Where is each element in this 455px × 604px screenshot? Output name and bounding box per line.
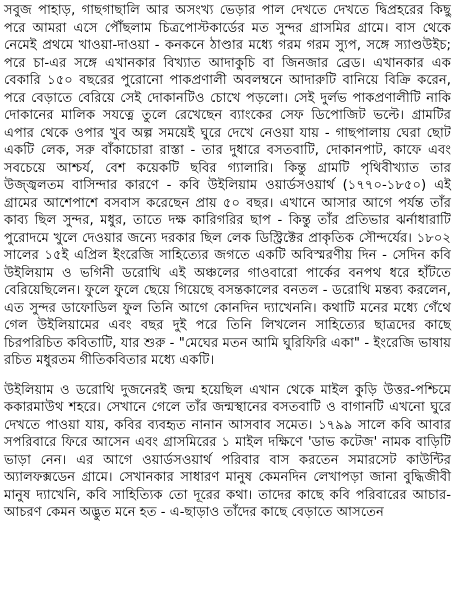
paragraph-1: সবুজ পাহাড়, গাছগাছালি আর অসংখ্য ভেড়ার পাল দেখতে দেখতে দ্বিপ্রহরের কিছু পরে আমরা এসে পৌঁছলাম চিত্রপোস্টকার্ডের মত সুন্দর গ্রাসমির গ্রামে। বাস থেকে নেমেই প্রথমে খাওয়া-দাওয়া - কনকনে ঠাণ্ডার মধ্যে গরম গরম স্যুপ, সঙ্গে স্যাণ্ডউইচ; পরে চা-এর সঙ্গে এখানকার বিখ্যাত আদাকুচি বা জিনজার ব্রেড। এখানকার এক বেকারি ১৫০ বছরের পুরোনো পাকপ্রণালী অবলম্বনে আদারুটি বানিয়ে বিক্রি করেন, পরে বেড়াতে বেরিয়ে সেই দোকানটিও চোখে পড়লো। সেই দুর্লভ পাকপ্রণালীটি নাকি দোকানের মালিক সযত্নে তুলে রেখেছেন ব্যাংকের সেফ ডিপোজিট ভল্টে। গ্রামটির এপার থেকে ওপার খুব অল্প সময়েই ঘুরে দেখে নেওয়া যায় - গাছপালায় ঘেরা ছোট একটি লেক, সরু বাঁকাচোরা রাস্তা - তার দুধারে বসতবাটি, দোকানপাট, কাফে এবং সবচেয়ে আশ্চর্য, বেশ কয়েকটি ছবির গ্যালারি। কিন্তু গ্রামটি পৃথিবীখ্যাত তার উজ্জ্বলতম বাসিন্দার কারণে - কবি উইলিয়াম ওয়ার্ডসওয়ার্থ (১৭৭০-১৮৫০) এই গ্রামের আশেপাশে বসবাস করেছেন প্রায় ৫০ বছর। এখানে আসার আগে পর্যন্ত তাঁর কাব্য ছিল সুন্দর, মধুর, তাতে দক্ষ কারিগরির ছাপ - কিন্তু তাঁর প্রতিভার ঝর্নাধারাটি পুরোদমে খুলে দেওয়ার জন্যে দরকার ছিল লেক ডিস্ট্রিক্টের প্রাকৃতিক সৌন্দর্যের। ১৮০২ সালের ১৫ই এপ্রিল ইংরেজি সাহিত্যের জগতে একটি অবিস্মরণীয় দিন - সেদিন কবি উইলিয়াম ও ভগিনী ডরোথি এই অঞ্চলের গাওবারো পার্কের বনপথ ধরে হাঁটতে বেরিয়েছিলেন। ফুলে ফুলে ছেয়ে গিয়েছে বসন্তকালের বনতল - ডরোথি মন্তব্য করলেন, এত সুন্দর ডাফোডিল ফুল তিনি আগে কোনদিন দ্যাখেননি। কথাটি মনের মধ্যে গেঁথে গেল উইলিয়ামের এবং বছর দুই পরে তিনি লিখলেন সাহিত্যের ছাত্রদের কাছে চিরপরিচিত কবিতাটি, যার শুরু - "মেঘের মতন আমি ঘুরিফিরি একা" - ইংরেজি ভাষায় রচিত মধুরতম গীতিকবিতার মধ্যে একটি। xyxy=(4,3,451,368)
paragraph-spacer xyxy=(4,370,451,382)
paragraph-2: উইলিয়াম ও ডরোথি দুজনেরই জন্ম হয়েছিল এখান থেকে মাইল কুড়ি উত্তর-পশ্চিমে ককারমাউথ শহরে। সেখানে গেলে তাঁর জন্মস্থানের বসতবাটি ও বাগানটি এখনো ঘুরে দেখতে পাওয়া যায়, কবির ব্যবহৃত নানান আসবাব সমেত। ১৭৯৯ সালে কবি আবার সপরিবারে ফিরে আসেন এবং গ্রাসমিরের ১ মাইল দক্ষিণে 'ডাভ কটেজ' নামক বাড়িটি ভাড়া নেন। এর আগে ওয়ার্ডসওয়ার্থ পরিবার বাস করতেন সমারসেট কাউন্টির অ্যালফক্সডেন গ্রামে। সেখানকার সাধারণ মানুষ কেমনদিন লেখাপড়া জানা বুদ্ধিজীবী মানুষ দ্যাখেনি, কবি সাহিত্যিক তো দূরের কথা। তাদের কাছে কবি পরিবারের আচার-আচরণ কেমন অদ্ভুত মনে হত - এ-ছাড়াও তাঁদের কাছে বেড়াতে আসতেন xyxy=(4,382,451,520)
